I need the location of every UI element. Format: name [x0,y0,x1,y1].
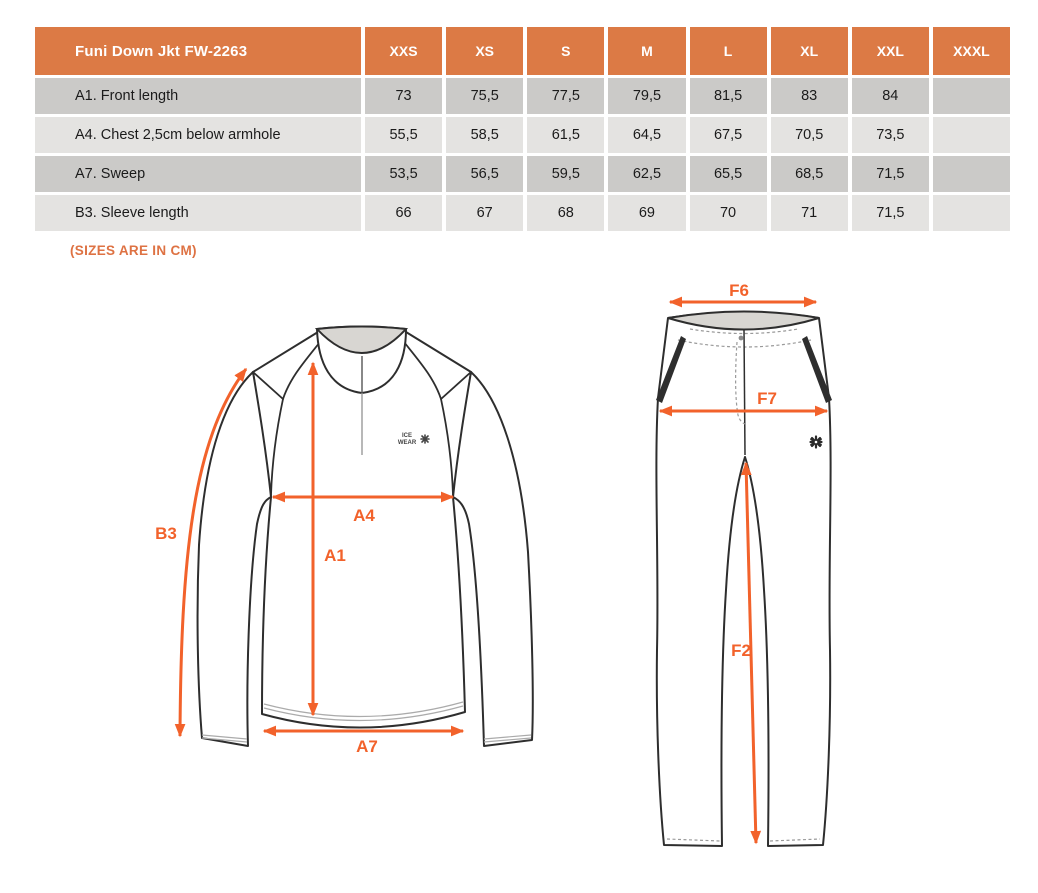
size-header-xs: XS [446,27,523,75]
snowflake-icon [421,435,429,443]
size-value-cell [933,156,1010,192]
svg-text:ICE: ICE [401,433,413,439]
size-value-cell: 65,5 [690,156,767,192]
size-value-cell [933,117,1010,153]
pants-drawing [656,281,832,846]
size-table [35,27,1010,231]
row-label: A1. Front length [35,78,361,114]
size-value-cell: 79,5 [608,78,685,114]
size-header-s: S [527,27,604,75]
size-value-cell: 71 [771,195,848,231]
a7-label: A7 [356,737,378,756]
size-value-cell: 73,5 [852,117,929,153]
size-value-cell: 83 [771,78,848,114]
jacket-drawing [155,327,533,757]
size-value-cell: 61,5 [527,117,604,153]
pants-body [656,312,830,846]
row-label: A7. Sweep [35,156,361,192]
svg-text:WEAR: WEAR [397,440,417,446]
size-value-cell: 58,5 [446,117,523,153]
size-value-cell: 68 [527,195,604,231]
table-title: Funi Down Jkt FW-2263 [35,27,361,75]
size-value-cell: 71,5 [852,195,929,231]
size-header-m: M [608,27,685,75]
size-value-cell: 64,5 [608,117,685,153]
sizes-note: (SIZES ARE IN CM) [70,243,197,258]
size-value-cell: 67,5 [690,117,767,153]
center-seam [744,330,745,455]
size-value-cell: 69 [608,195,685,231]
a4-label: A4 [353,506,375,525]
size-value-cell: 75,5 [446,78,523,114]
a1-label: A1 [324,546,346,565]
size-value-cell [933,195,1010,231]
size-value-cell: 59,5 [527,156,604,192]
size-value-cell: 56,5 [446,156,523,192]
size-value-cell [933,78,1010,114]
row-label: B3. Sleeve length [35,195,361,231]
size-value-cell: 81,5 [690,78,767,114]
size-value-cell: 68,5 [771,156,848,192]
waist-button [739,336,744,341]
size-header-xxs: XXS [365,27,442,75]
size-value-cell: 77,5 [527,78,604,114]
row-label: A4. Chest 2,5cm below armhole [35,117,361,153]
size-value-cell: 73 [365,78,442,114]
jacket-left-sleeve [198,372,271,746]
size-header-l: L [690,27,767,75]
size-value-cell: 70,5 [771,117,848,153]
size-value-cell: 84 [852,78,929,114]
measurement-diagram [0,270,1038,893]
size-value-cell: 70 [690,195,767,231]
f7-label: F7 [757,389,777,408]
size-value-cell: 67 [446,195,523,231]
size-value-cell: 53,5 [365,156,442,192]
f6-label: F6 [729,281,749,300]
b3-label: B3 [155,524,177,543]
size-value-cell: 55,5 [365,117,442,153]
size-header-xxl: XXL [852,27,929,75]
f2-label: F2 [731,641,751,660]
snowflake-icon [811,437,822,448]
size-header-xl: XL [771,27,848,75]
size-header-xxxl: XXXL [933,27,1010,75]
size-value-cell: 71,5 [852,156,929,192]
size-value-cell: 62,5 [608,156,685,192]
size-value-cell: 66 [365,195,442,231]
